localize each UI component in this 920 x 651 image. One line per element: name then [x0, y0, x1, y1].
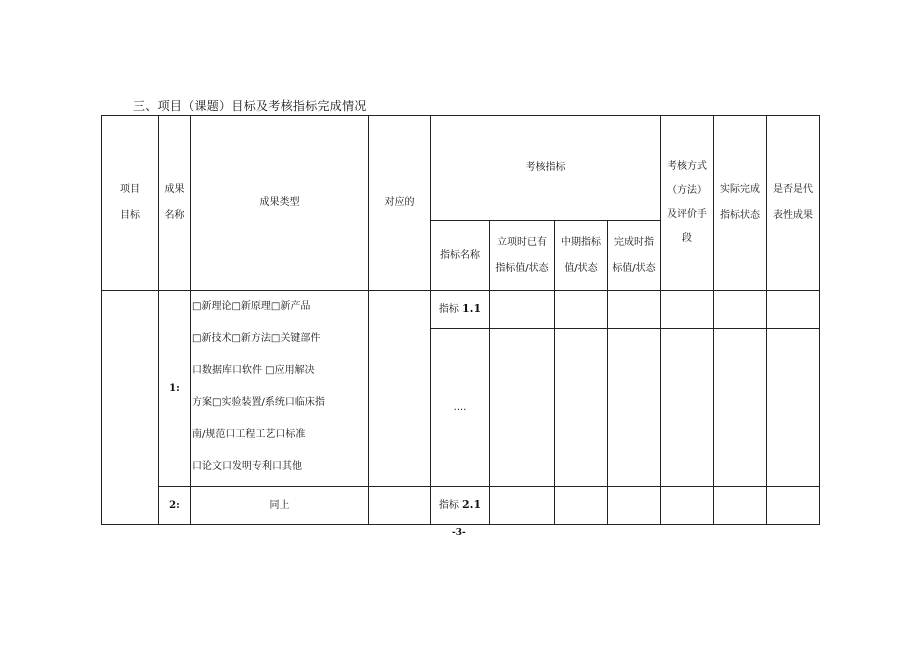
cell-method — [661, 329, 714, 487]
cell-completion — [608, 291, 661, 329]
header-midterm-value: 中期指标 值/状态 — [555, 221, 608, 291]
cell-representative — [767, 291, 820, 329]
type-line: 方案□实验装置/系统口临床指 — [192, 397, 325, 408]
cell-initial — [490, 291, 555, 329]
result-type-same: 同上 — [191, 487, 369, 525]
type-line: □新技术□新方法□关键部件 — [192, 333, 321, 344]
page-number: -3- — [452, 528, 466, 538]
result-type-options — [191, 291, 369, 487]
cell-corresponding — [369, 291, 431, 487]
cell-method — [661, 291, 714, 329]
cell-midterm — [555, 487, 608, 525]
row-number: 1: — [159, 291, 191, 487]
cell-method — [661, 487, 714, 525]
cell-corresponding — [369, 487, 431, 525]
header-actual-status: 实际完成 指标状态 — [714, 116, 767, 291]
cell-representative — [767, 487, 820, 525]
type-line: 口数据库口软件 □应用解决 — [192, 365, 315, 376]
cell-actual — [714, 291, 767, 329]
cell-representative — [767, 329, 820, 487]
indicator-table — [101, 115, 820, 525]
header-indicator-name: 指标名称 — [431, 221, 490, 291]
header-project-goal: 项目 目标 — [102, 116, 159, 291]
header-representative: 是否是代 表性成果 — [767, 116, 820, 291]
indicator-name-cell: 指标 1.1 — [431, 291, 490, 329]
type-line: □新理论□新原理□新产品 — [192, 301, 311, 312]
header-result-name: 成果 名称 — [159, 116, 191, 291]
cell-completion — [608, 487, 661, 525]
header-corresponding: 对应的 — [369, 116, 431, 291]
header-initial-value: 立项时已有 指标值/状态 — [490, 221, 555, 291]
cell-actual — [714, 329, 767, 487]
cell-midterm — [555, 291, 608, 329]
cell-midterm — [555, 329, 608, 487]
cell-initial — [490, 487, 555, 525]
cell-completion — [608, 329, 661, 487]
header-completion-value: 完成时指 标值/状态 — [608, 221, 661, 291]
cell-initial — [490, 329, 555, 487]
cell-project-goal — [102, 291, 159, 525]
cell-actual — [714, 487, 767, 525]
row-number: 2: — [159, 487, 191, 525]
type-line: 南/规范口工程工艺口标准 — [192, 429, 306, 440]
indicator-name-cell: 指标 2.1 — [431, 487, 490, 525]
type-line: 口论文口发明专利口其他 — [192, 461, 302, 472]
header-result-type: 成果类型 — [191, 116, 369, 291]
header-indicators: 考核指标 — [431, 116, 661, 221]
section-heading: 三、项目（课题）目标及考核指标完成情况 — [133, 99, 367, 113]
indicator-more: .... — [431, 329, 490, 487]
header-method: 考核方式 （方法） 及评价手 段 — [661, 116, 714, 291]
